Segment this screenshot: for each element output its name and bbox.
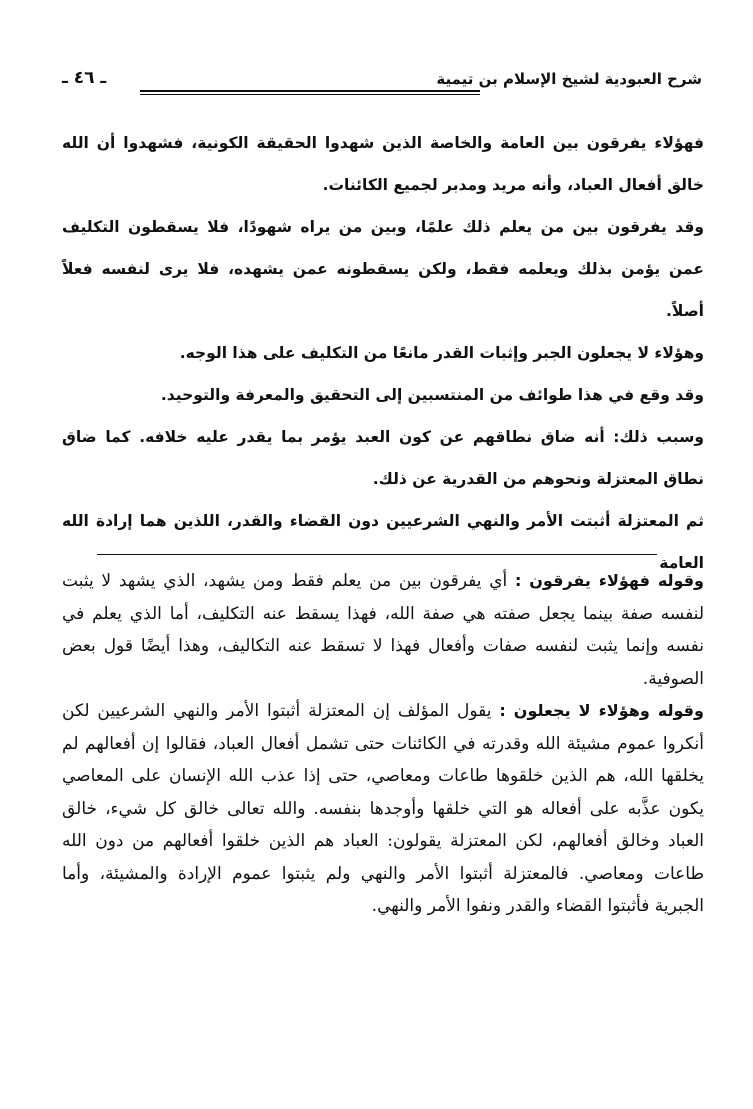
main-paragraph-4: وقد وقع في هذا طوائف من المنتسبين إلى التحقيق والمعرفة والتوحيد. (160, 386, 704, 404)
commentary-text-2: يقول المؤلف إن المعتزلة أثبتوا الأمر والنهي الشرعيين لكن أنكروا عموم مشيئة الله وقدرته في الكائنات حتى تشمل أفعال العباد، فقالوا إن أفعالهم لم يخلقها الله، هم الذين خلقوها طاعات ومعاصي، حتى إذا عذب الله الإنسان على المعاصي يكون عذَّبه على أفعاله هو التي خلقها وأوجدها بنفسه. والله تعالى خالق كل شيء، خالق العباد وخالق أفعالهم، لكن المعتزلة يقولون: العباد هم الذين خلقوا أفعالهم من دون الله طاعات ومعاصي. فالمعتزلة أثبتوا الأمر والنهي ولم يثبتوا عموم الإرادة والمشيئة، وأما الجبرية فأثبتوا القضاء والقدر ونفوا الأمر والنهي. (62, 701, 704, 916)
main-paragraph-2: وقد يفرقون بين من يعلم ذلك علمًا، وبين من يراه شهودًا، فلا يسقطون التكليف عمن يؤمن بذلك ويعلمه فقط، ولكن يسقطونه عمن يشهده، فلا يرى لنفسه فعلاً أصلاً. (62, 218, 704, 320)
main-paragraph-1: فهؤلاء يفرقون بين العامة والخاصة الذين شهدوا الحقيقة الكونية، فشهدوا أن الله خالق أفعال العباد، وأنه مريد ومدبر لجميع الكائنات. (62, 134, 704, 194)
commentary-lead-1: وقوله فهؤلاء يفرقون : (514, 571, 705, 590)
commentary-paragraph-1 (62, 565, 704, 695)
page-header (62, 68, 702, 102)
main-text (62, 122, 704, 584)
commentary-text-1: أي يفرقون بين من يعلم فقط ومن يشهد، الذي يشهد لا يثبت لنفسه صفة بينما يجعل صفته هي صفة الله، فهذا يسقط عنه التكليف، أما الذي يعلم في نفسه وإنما يثبت لنفسه صفات وأفعال فهذا لا تسقط عنه التكاليف، وهذا أيضًا قول بعض الصوفية. (62, 571, 704, 689)
header-rule (140, 90, 480, 95)
page-number: ـ ٤٦ ـ (62, 68, 107, 88)
main-paragraph-6: ثم المعتزلة أثبتت الأمر والنهي الشرعيين دون القضاء والقدر، اللذين هما إرادة الله العامة (62, 512, 704, 572)
commentary-section (62, 565, 704, 923)
footnote-separator (97, 554, 657, 555)
main-paragraph-5: وسبب ذلك: أنه ضاق نطاقهم عن كون العبد يؤمر بما يقدر عليه خلافه. كما ضاق نطاق المعتزلة ونحوهم من القدرية عن ذلك. (62, 428, 704, 488)
running-title: شرح العبودية لشيخ الإسلام بن تيمية (436, 70, 702, 88)
commentary-lead-2: وقوله وهؤلاء لا يجعلون : (499, 701, 704, 720)
main-paragraph-3: وهؤلاء لا يجعلون الجبر وإثبات القدر مانعًا من التكليف على هذا الوجه. (179, 344, 704, 362)
commentary-paragraph-2 (62, 695, 704, 923)
